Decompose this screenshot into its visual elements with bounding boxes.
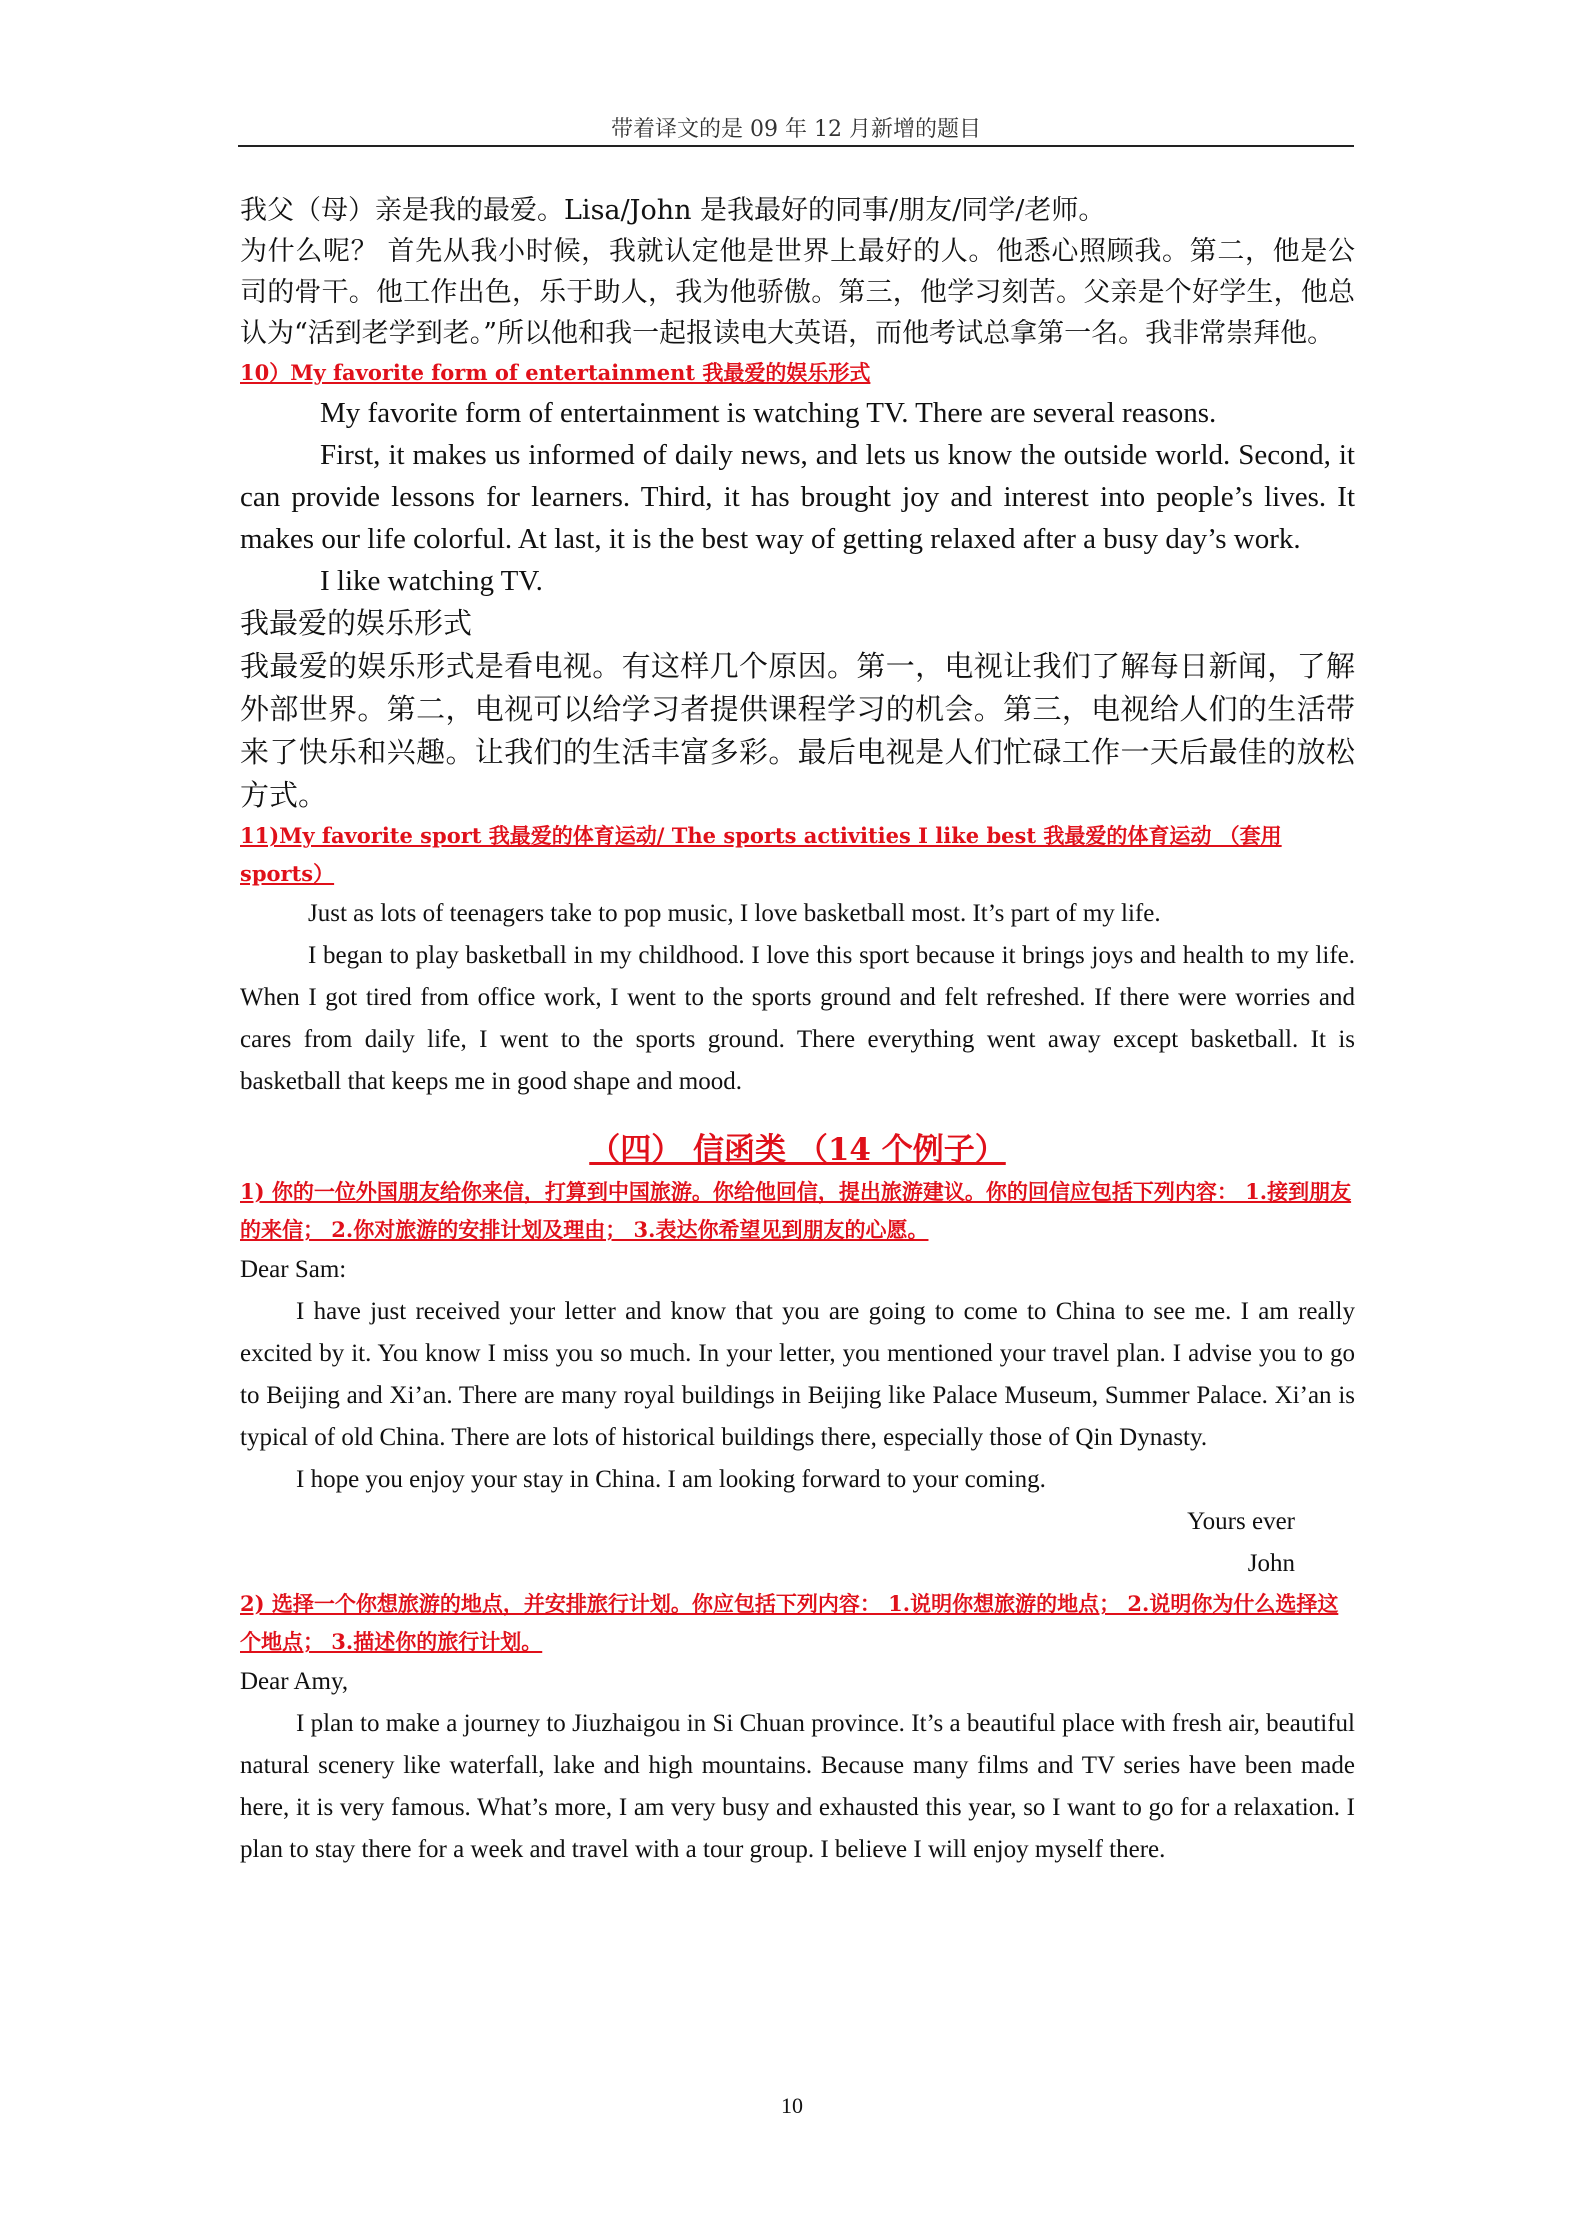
letter-1-signature: John	[1247, 1550, 1295, 1577]
document-body	[240, 190, 1355, 1871]
intro-line-zh: 我父（母）亲是我的最爱。Lisa/John 是我最好的同事/朋友/同学/老师。	[240, 195, 1106, 226]
letter-1-body-paragraph: I have just received your letter and know that you are going to come to China to see me. I am really excited by it. You know I miss you so much. In your letter, you mentioned your travel plan. I advise you to go to Beijing and Xi’an. There are many royal buildings in Beijing like Palace Museum, Summer Palace. Xi’an is typical of old China. There are lots of historical buildings there, especially those of Qin Dynasty.	[240, 1298, 1355, 1451]
letter-1-prompt: 1) 你的一位外国朋友给你来信，打算到中国旅游。你给他回信，提出旅游建议。你的回信应包括下列内容： 1.接到朋友的来信； 2.你对旅游的安排计划及理由； 3.表达你希望见到朋友的心愿。	[240, 1179, 1352, 1242]
topic-10-zh-paragraph: 我最爱的娱乐形式是看电视。有这样几个原因。第一，电视让我们了解每日新闻，了解外部世界。第二，电视可以给学习者提供课程学习的机会。第三，电视给人们的生活带来了快乐和兴趣。让我们的生活丰富多彩。最后电视是人们忙碌工作一天后最佳的放松方式。	[240, 649, 1355, 812]
topic-10-en-paragraph: I like watching TV.	[320, 565, 543, 597]
topic-11-heading: 11)My favorite sport 我最爱的体育运动/ The sports activities I like best 我最爱的体育运动 （套用 sports）	[240, 823, 1282, 886]
letter-1-body-paragraph: I hope you enjoy your stay in China. I am looking forward to your coming.	[296, 1466, 1046, 1493]
letter-1-closing: Yours ever	[1187, 1508, 1295, 1535]
letter-2-salutation: Dear Amy,	[240, 1668, 349, 1695]
letter-2-prompt: 2) 选择一个你想旅游的地点，并安排旅行计划。你应包括下列内容： 1.说明你想旅游的地点； 2.说明你为什么选择这个地点； 3.描述你的旅行计划。	[240, 1591, 1339, 1654]
letter-2-body-paragraph: I plan to make a journey to Jiuzhaigou in Si Chuan province. It’s a beautiful place with fresh air, beautiful natural scenery like waterfall, lake and high mountains. Because many films and TV series have been made here, it is very famous. What’s more, I am very busy and exhausted this year, so I want to go for a relaxation. I plan to stay there for a week and travel with a tour group. I believe I will enjoy myself there.	[240, 1710, 1355, 1863]
page-number: 10	[781, 2093, 803, 2118]
topic-10-zh-title: 我最爱的娱乐形式	[240, 606, 473, 640]
topic-10-heading: 10）My favorite form of entertainment 我最爱的娱乐形式	[240, 360, 871, 385]
section-4-title	[240, 1127, 1355, 1173]
page-header: 带着译文的是 09 年 12 月新增的题目	[611, 117, 981, 142]
header-rule	[238, 145, 1354, 147]
topic-10-en-paragraph: My favorite form of entertainment is watching TV. There are several reasons.	[320, 397, 1217, 429]
intro-paragraph-zh: 为什么呢？ 首先从我小时候，我就认定他是世界上最好的人。他悉心照顾我。第二，他是公司的骨干。他工作出色，乐于助人，我为他骄傲。第三，他学习刻苦。父亲是个好学生，他总认为“活到老学到老。”所以他和我一起报读电大英语，而他考试总拿第一名。我非常崇拜他。	[240, 236, 1355, 349]
section-4-title-text: （四） 信函类 （14 个例子）	[589, 1132, 1006, 1168]
topic-11-en-paragraph: I began to play basketball in my childhood. I love this sport because it brings joys and health to my life. When I got tired from office work, I went to the sports ground and felt refreshed. If there were worries and cares from daily life, I went to the sports ground. There everything went away except basketball. It is basketball that keeps me in good shape and mood.	[240, 942, 1355, 1095]
topic-10-en-paragraph: First, it makes us informed of daily news, and lets us know the outside world. Second, it can provide lessons for learners. Third, it has brought joy and interest into people’s lives. It makes our life colorful. At last, it is the best way of getting relaxed after a busy day’s work.	[240, 439, 1355, 555]
letter-1-salutation: Dear Sam:	[240, 1256, 347, 1283]
topic-11-en-paragraph: Just as lots of teenagers take to pop music, I love basketball most. It’s part of my life.	[308, 900, 1161, 927]
